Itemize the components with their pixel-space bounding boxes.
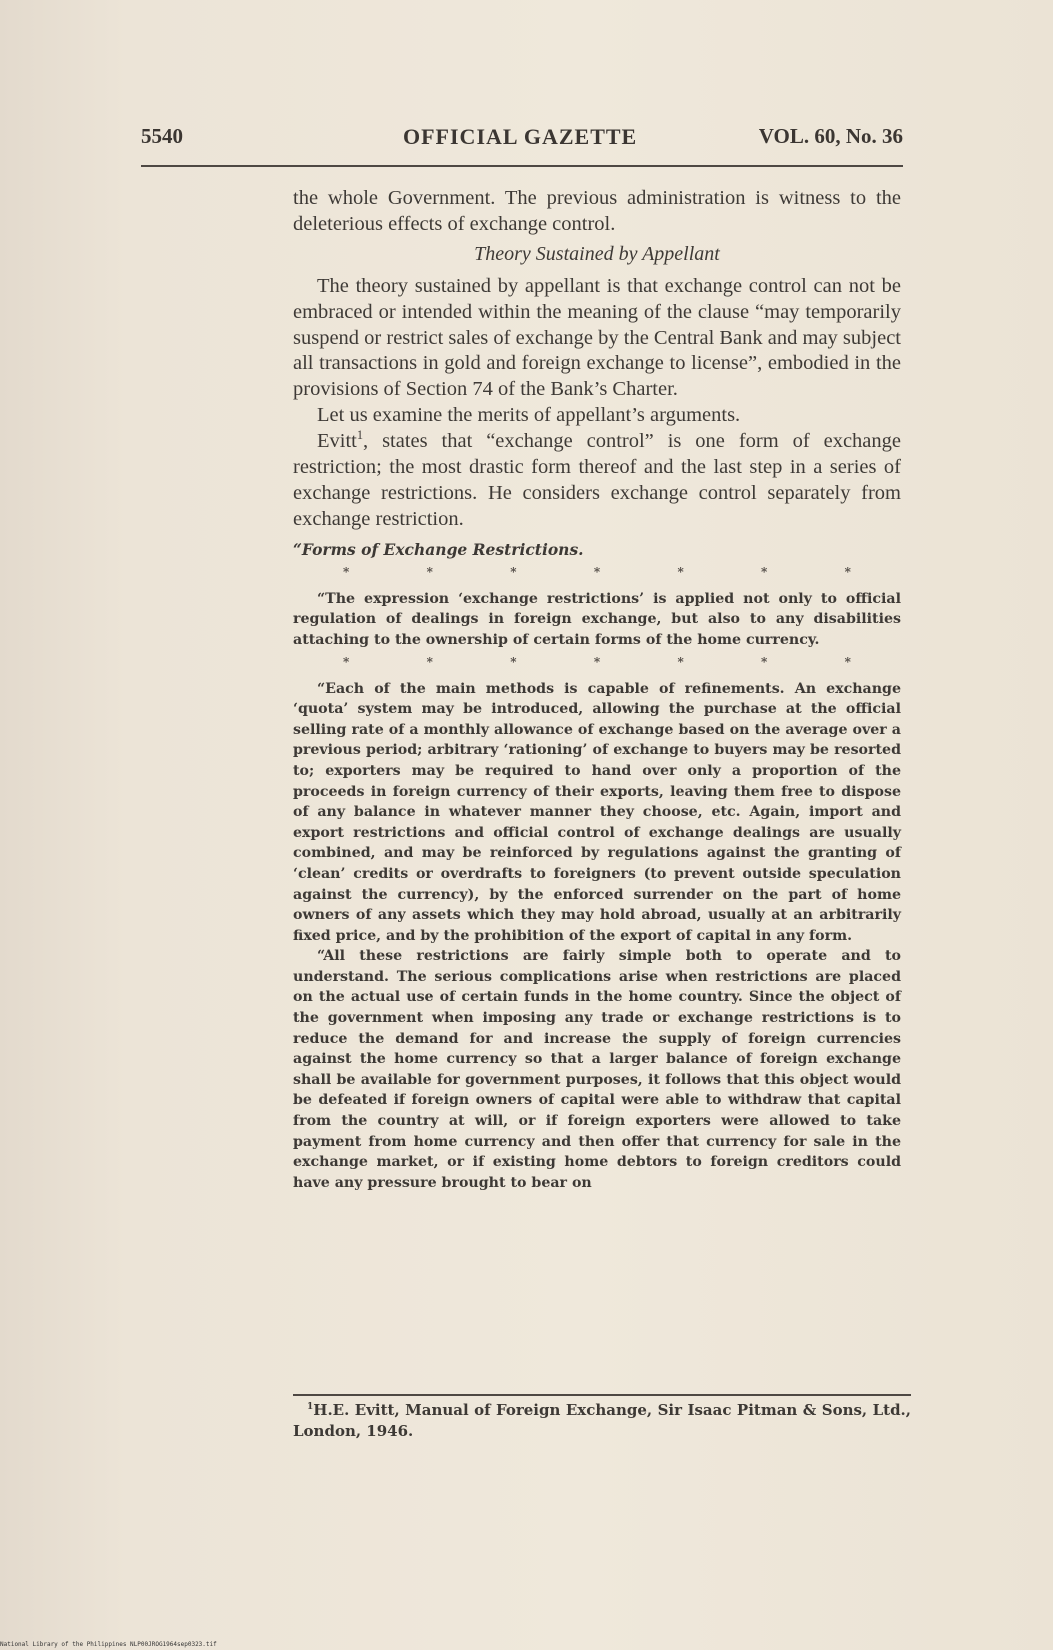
author-name: Evitt: [317, 430, 357, 453]
paragraph: the whole Government. The previous administration is witness to the deleterious effects of exchange control.: [293, 187, 901, 235]
header-rule: [141, 165, 903, 167]
footnote-reference: 1: [356, 428, 364, 443]
ellipsis-stars: * * * * * * *: [343, 654, 851, 669]
footnote-marker: 1: [307, 1402, 314, 1412]
paragraph: The theory sustained by appellant is that exchange control can not be embraced or intended within the meaning of the clause “may temporarily suspend or restrict sales of exchange by the Central Bank and may subject all transactions in gold and foreign exchange to license”, embodied in the provisions of Section 74 of the Bank’s Charter.: [293, 274, 901, 401]
footnote-rule: [293, 1394, 911, 1396]
quote-paragraph: “The expression ‘exchange restrictions’ is applied not only to official regulation of dealings in foreign exchange, but also to any disabilities attaching to the ownership of certain forms of the home currency.: [293, 590, 901, 648]
paragraph: Evitt$^1$, states that “exchange control” is one form of exchange restriction; the most drastic form thereof and the last step in a series of exchange restrictions. He considers exchange control separately from exchange restriction.: [293, 428, 901, 530]
page-number: 5540: [141, 124, 183, 148]
page-header: [141, 124, 903, 158]
quote-heading: “Forms of Exchange Restrictions.: [293, 539, 584, 559]
volume-number: VOL. 60, No. 36: [758, 124, 903, 148]
ellipsis-stars: * * * * * * *: [343, 564, 851, 579]
paragraph: Let us examine the merits of appellant’s arguments.: [317, 404, 741, 427]
footnote: [293, 1400, 911, 1442]
section-subheading: Theory Sustained by Appellant: [474, 242, 720, 265]
block-quote: [293, 539, 901, 1194]
publication-title: OFFICIAL GAZETTE: [403, 124, 638, 149]
quote-paragraph: “All these restrictions are fairly simple both to operate and to understand. The serious complications arise when restrictions are placed on the actual use of certain funds in the home country. Since the object of the government when imposing any trade or exchange restrictions is to reduce the demand for and increase the supply of foreign currencies against the home currency so that a larger balance of foreign exchange shall be available for government purposes, it follows that this object would be defeated if foreign owners of capital were able to withdraw that capital from the country at will, or if foreign exporters were allowed to take payment from home currency and then offer that currency for sale in the exchange market, or if existing home debtors to foreign creditors could have any pressure brought to bear on: [293, 948, 901, 1191]
quote-paragraph: “Each of the main methods is capable of refinements. An exchange ‘quota’ system may be introduced, allowing the purchase at the official selling rate of a monthly allowance of exchange based on the average over a previous period; arbitrary ‘rationing’ of exchange to buyers may be resorted to; exporters may be required to hand over only a proportion of the proceeds in foreign currency of their exports, leaving them free to dispose of any balance in whatever manner they choose, etc. Again, import and export restrictions and official control of exchange dealings are usually combined, and may be reinforced by regulations against the granting of ‘clean’ credits or overdrafts to foreigners (to prevent outside speculation against the currency), by the enforced surrender on the part of home owners of any assets which they may hold abroad, usually at an arbitrarily fixed price, and by the prohibition of the export of capital in any form.: [293, 680, 901, 944]
footnote-text: H.E. Evitt, Manual of Foreign Exchange, Sir Isaac Pitman & Sons, Ltd., London, 1946.: [293, 1401, 911, 1440]
scan-stamp: National Library of the Philippines NLP00JROG1964sep0323.tif: [0, 1641, 217, 1648]
main-text: [293, 186, 901, 1193]
